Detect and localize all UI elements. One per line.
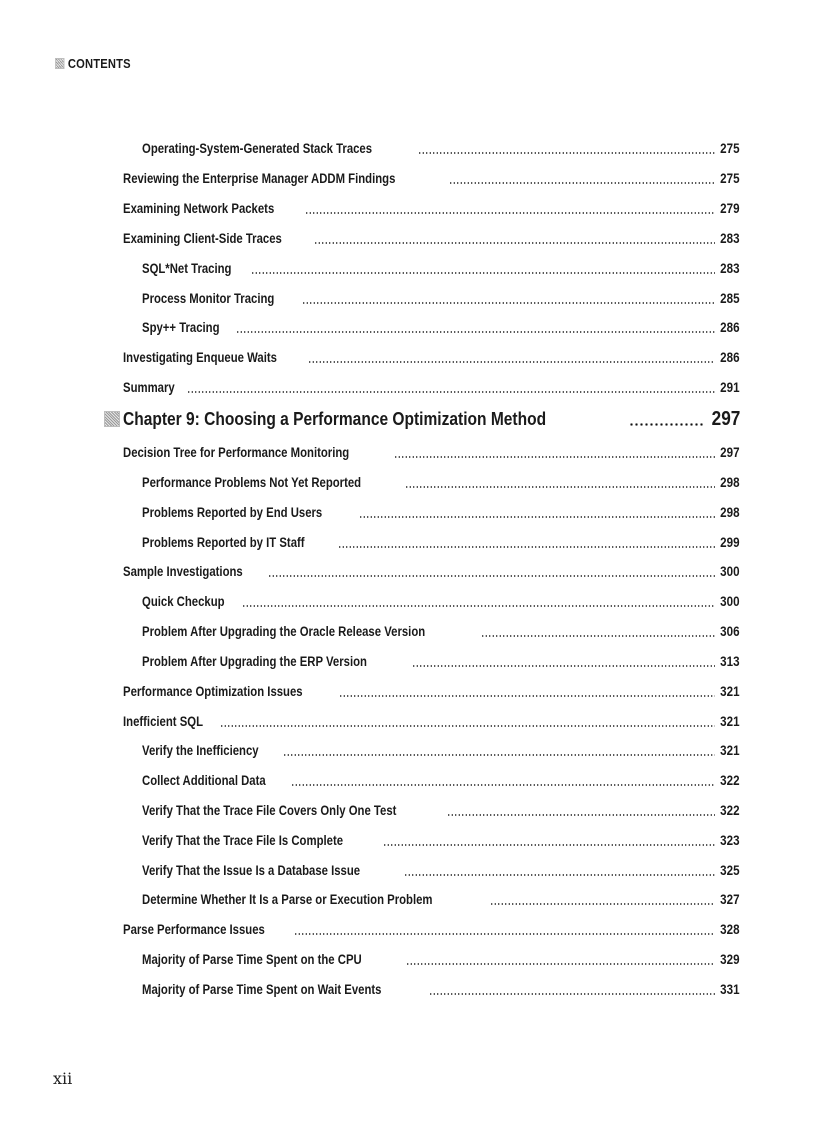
toc-entry[interactable]	[142, 799, 740, 819]
toc-entry-page: 291	[720, 380, 740, 395]
dot-leader	[490, 903, 716, 905]
dot-leader	[447, 814, 716, 816]
toc-entry-title: Spy++ Tracing	[142, 320, 220, 335]
dot-leader	[308, 361, 715, 363]
toc-entry-title: SQL*Net Tracing	[142, 261, 232, 276]
toc-chapter-entry[interactable]	[104, 406, 740, 430]
toc-entry[interactable]	[123, 710, 740, 730]
toc-entry[interactable]	[142, 531, 740, 551]
toc-entry[interactable]	[123, 376, 740, 396]
toc-chapter-page: 297	[711, 408, 740, 430]
toc-entry[interactable]	[142, 859, 740, 879]
toc-entry-title: Reviewing the Enterprise Manager ADDM Findings	[123, 171, 396, 186]
dot-leader	[383, 844, 715, 846]
toc-entry-title: Verify That the Issue Is a Database Issue	[142, 863, 361, 878]
chapter-square-icon	[104, 411, 120, 427]
toc-entry-page: 297	[720, 445, 740, 460]
toc-entry-page: 322	[720, 773, 740, 788]
toc-entry[interactable]	[123, 560, 740, 580]
toc-entry[interactable]	[142, 948, 740, 968]
toc-entry[interactable]	[142, 769, 740, 789]
toc-entry[interactable]	[123, 227, 740, 247]
toc-entry-title: Majority of Parse Time Spent on Wait Events	[142, 982, 382, 997]
dot-leader	[359, 516, 716, 518]
dot-leader	[394, 456, 715, 458]
toc-entry-page: 299	[720, 535, 740, 550]
toc-entry-title: Verify That the Trace File Covers Only One Test	[142, 803, 397, 818]
toc-entry-title: Determine Whether It Is a Parse or Execution Problem	[142, 892, 433, 907]
dot-leader	[305, 212, 715, 214]
dot-leader	[268, 575, 716, 577]
toc-entry[interactable]	[142, 501, 740, 521]
toc-entry-title: Examining Network Packets	[123, 201, 275, 216]
toc-entry-title: Examining Client-Side Traces	[123, 231, 282, 246]
toc-entry[interactable]	[142, 590, 740, 610]
dot-leader	[449, 182, 715, 184]
dot-leader	[283, 754, 716, 756]
toc-entry[interactable]	[142, 620, 740, 640]
toc-entry[interactable]	[123, 167, 740, 187]
toc-entry-title: Parse Performance Issues	[123, 922, 265, 937]
dot-leader	[339, 695, 716, 697]
toc-chapter-title: Chapter 9: Choosing a Performance Optimization Method	[123, 408, 547, 429]
dot-leader	[404, 874, 716, 876]
toc-entry-page: 300	[720, 594, 740, 609]
toc-entry-title: Investigating Enqueue Waits	[123, 350, 277, 365]
toc-entry[interactable]	[142, 257, 740, 277]
toc-entry[interactable]	[123, 346, 740, 366]
toc-entry-title: Verify the Inefficiency	[142, 743, 259, 758]
toc-entry-title: Collect Additional Data	[142, 773, 266, 788]
toc-entry-page: 323	[720, 833, 740, 848]
toc-entry-page: 275	[720, 141, 740, 156]
toc-entry-page: 283	[720, 261, 740, 276]
toc-entry-title: Majority of Parse Time Spent on the CPU	[142, 952, 362, 967]
toc-entry-page: 279	[720, 201, 740, 216]
dot-leader	[236, 331, 715, 333]
toc-entry-page: 321	[720, 714, 740, 729]
dot-leader	[481, 635, 715, 637]
toc-entry-title: Process Monitor Tracing	[142, 291, 275, 306]
toc-entry-page: 286	[720, 320, 740, 335]
toc-entry-title: Problems Reported by IT Staff	[142, 535, 305, 550]
toc-entry-page: 275	[720, 171, 740, 186]
toc-entry-title: Problems Reported by End Users	[142, 505, 323, 520]
toc-entry-page: 325	[720, 863, 740, 878]
dot-leader	[429, 993, 715, 995]
toc-entry-title: Decision Tree for Performance Monitoring	[123, 445, 350, 460]
toc-entry[interactable]	[142, 978, 740, 998]
toc-entry-page: 298	[720, 475, 740, 490]
toc-entry-title: Problem After Upgrading the ERP Version	[142, 654, 367, 669]
dot-leader	[302, 302, 716, 304]
toc-entry[interactable]	[142, 829, 740, 849]
toc-entry-page: 322	[720, 803, 740, 818]
toc-entry-page: 313	[720, 654, 740, 669]
toc-entry-title: Operating-System-Generated Stack Traces	[142, 141, 373, 156]
toc-entry[interactable]	[142, 650, 740, 670]
toc-entry[interactable]	[123, 441, 740, 461]
page-number: xii	[53, 1069, 73, 1088]
toc-entry[interactable]	[142, 739, 740, 759]
dot-leader	[294, 933, 716, 935]
toc-entry-page: 321	[720, 743, 740, 758]
toc-entry-title: Problem After Upgrading the Oracle Release Version	[142, 624, 426, 639]
dot-leader	[629, 423, 705, 426]
dot-leader	[187, 391, 716, 393]
toc-entry[interactable]	[142, 137, 740, 157]
dot-leader	[405, 486, 716, 488]
dot-leader	[220, 725, 715, 727]
toc-entry-page: 286	[720, 350, 740, 365]
toc-entry-title: Verify That the Trace File Is Complete	[142, 833, 344, 848]
dot-leader	[412, 665, 716, 667]
toc-entry-page: 328	[720, 922, 740, 937]
toc-entry-title: Performance Optimization Issues	[123, 684, 303, 699]
dot-leader	[418, 152, 716, 154]
toc-entry[interactable]	[142, 471, 740, 491]
toc-entry-page: 285	[720, 291, 740, 306]
dot-leader	[242, 605, 715, 607]
toc-entry-page: 300	[720, 564, 740, 579]
toc-entry[interactable]	[123, 918, 740, 938]
toc-entry-page: 327	[720, 892, 740, 907]
toc-entry[interactable]	[123, 680, 740, 700]
toc-entry-page: 306	[720, 624, 740, 639]
dot-leader	[406, 963, 716, 965]
toc-entry-title: Summary	[123, 380, 175, 395]
dot-leader	[251, 272, 716, 274]
toc-entry-page: 331	[720, 982, 740, 997]
toc-entry-title: Performance Problems Not Yet Reported	[142, 475, 362, 490]
dot-leader	[314, 242, 715, 244]
toc-entry[interactable]	[142, 287, 740, 307]
toc-entry[interactable]	[123, 197, 740, 217]
toc-entry-page: 298	[720, 505, 740, 520]
toc-entry-page: 321	[720, 684, 740, 699]
running-header-title: CONTENTS	[67, 55, 131, 71]
toc-entry-title: Inefficient SQL	[123, 714, 204, 729]
toc-entry-title: Quick Checkup	[142, 594, 225, 609]
dot-leader	[338, 546, 716, 548]
dot-leader	[291, 784, 715, 786]
toc-entry-title: Sample Investigations	[123, 564, 243, 579]
toc-entry-page: 283	[720, 231, 740, 246]
toc-entry[interactable]	[142, 316, 740, 336]
toc-entry-page: 329	[720, 952, 740, 967]
toc-entry[interactable]	[142, 888, 740, 908]
